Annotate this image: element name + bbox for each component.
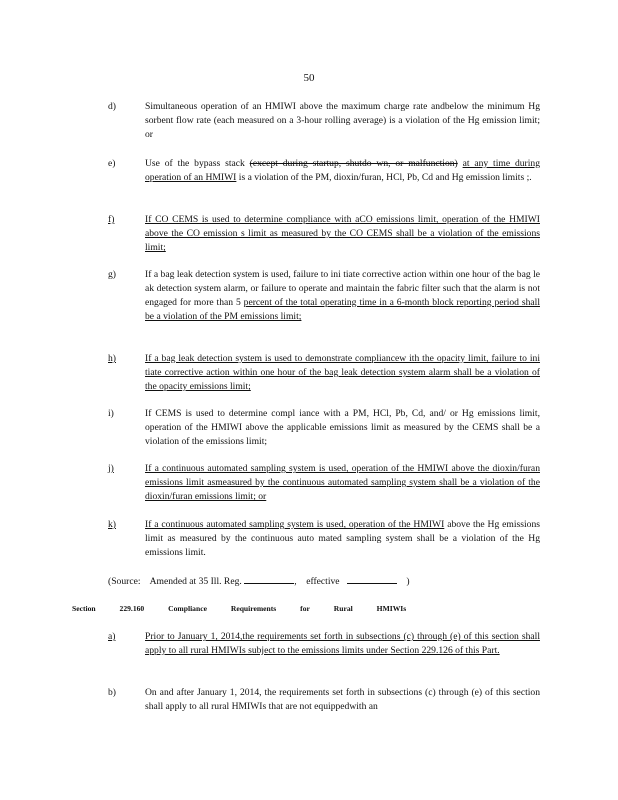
inserted-text: percent of the total operating time in a 6-month block reporting period shall be a violation of the PM emissions limit; bbox=[145, 297, 540, 322]
section-title-word: Requirements bbox=[230, 604, 277, 613]
inserted-text: If a continuous automated sampling system is used, operation of the HMIWI bbox=[145, 519, 445, 530]
item-letter: b) bbox=[108, 687, 116, 698]
item-text: On and after January 1, 2014, the requirements set forth in subsections (c) through (e) of this section shall apply to all rural HMIWIs that are not equippedwith an bbox=[145, 687, 540, 712]
section-title-word: Rural bbox=[333, 604, 353, 613]
item-text-part: above the Hg emissions limit as measured by the continuous auto mated sampling system shall be a violation of the Hg emissions limit. bbox=[145, 519, 540, 558]
item-letter: k) bbox=[108, 519, 116, 530]
item-letter: j) bbox=[108, 463, 114, 474]
item-text: If CO CEMS is used to determine compliance with aCO emissions limit, operation of the HMIWI above the CO emission s limit as measured by the CO CEMS shall be a violation of the emissions limit; bbox=[145, 214, 540, 253]
item-letter: d) bbox=[108, 101, 116, 112]
item-text: If CEMS is used to determine compl iance with a PM, HCl, Pb, Cd, and/ or Hg emissions limit, operation of the HMIWI above the applicable emissions limit as measured by the CEMS shall be a violation of the emissions limit; bbox=[145, 408, 540, 447]
inserted-text: at any time during operation of an HMIWI bbox=[145, 158, 540, 183]
item-letter: a) bbox=[108, 631, 116, 642]
blank-line bbox=[244, 574, 294, 584]
item-text: Simultaneous operation of an HMIWI above the maximum charge rate andbelow the minimum Hg sorbent flow rate (each measured on a 3-hour rolling average) is a violation of the Hg emission limit; or bbox=[145, 101, 540, 140]
item-letter: i) bbox=[108, 408, 114, 419]
item-text bbox=[145, 268, 540, 324]
item-text: If a bag leak detection system is used to demonstrate compliancew ith the opacity limit, failure to ini tiate corrective action within one hour of the bag leak detection system alarm shall be a violation of the opacity emissions limit; bbox=[145, 353, 540, 392]
section-label: Section bbox=[72, 604, 96, 613]
source-suffix: ) bbox=[406, 576, 410, 587]
item-letter: e) bbox=[108, 158, 116, 169]
item-text-part: If a bag leak detection system is used, failure to ini tiate corrective action within one hour of the bag le ak detection system alarm, or failure to operate and maintain the fabric filter such that the alarm is not engaged for more than 5 bbox=[145, 269, 540, 308]
blank-line bbox=[347, 574, 397, 584]
section-title-word: HMIWIs bbox=[376, 604, 407, 613]
item-text: Prior to January 1, 2014,the requirements set forth in subsections (c) through (e) of this section shall apply to all rural HMIWIs subject to the emissions limits under Section 229.126 of this Part. bbox=[145, 631, 540, 656]
source-effective: effective bbox=[306, 576, 340, 587]
item-text-part: Use of the bypass stack bbox=[145, 158, 245, 169]
item-text bbox=[145, 518, 540, 560]
source-amended: Amended at 35 Ill. Reg. bbox=[149, 576, 242, 587]
section-heading bbox=[72, 604, 428, 613]
item-text bbox=[145, 157, 540, 185]
page-number: 50 bbox=[303, 72, 315, 84]
source-note bbox=[108, 574, 410, 587]
item-letter: g) bbox=[108, 269, 116, 280]
item-letter: h) bbox=[108, 353, 116, 364]
item-text-part: is a violation of the PM, dioxin/furan, HCl, Pb, Cd and Hg emission limits ;. bbox=[238, 172, 532, 183]
section-title-word: Compliance bbox=[168, 604, 207, 613]
struck-text: (except during startup, shutdo wn, or malfunction) bbox=[249, 158, 458, 169]
item-text: If a continuous automated sampling system is used, operation of the HMIWI above the dioxin/furan emissions limit asmeasured by the continuous automated sampling system shall be a violation of the dioxin/furan emissions limit; or bbox=[145, 463, 540, 502]
section-number: 229.160 bbox=[119, 604, 145, 613]
section-title-word: for bbox=[300, 604, 310, 613]
source-prefix: (Source: bbox=[108, 576, 141, 587]
source-comma: , bbox=[294, 576, 297, 587]
item-letter: f) bbox=[108, 214, 115, 225]
